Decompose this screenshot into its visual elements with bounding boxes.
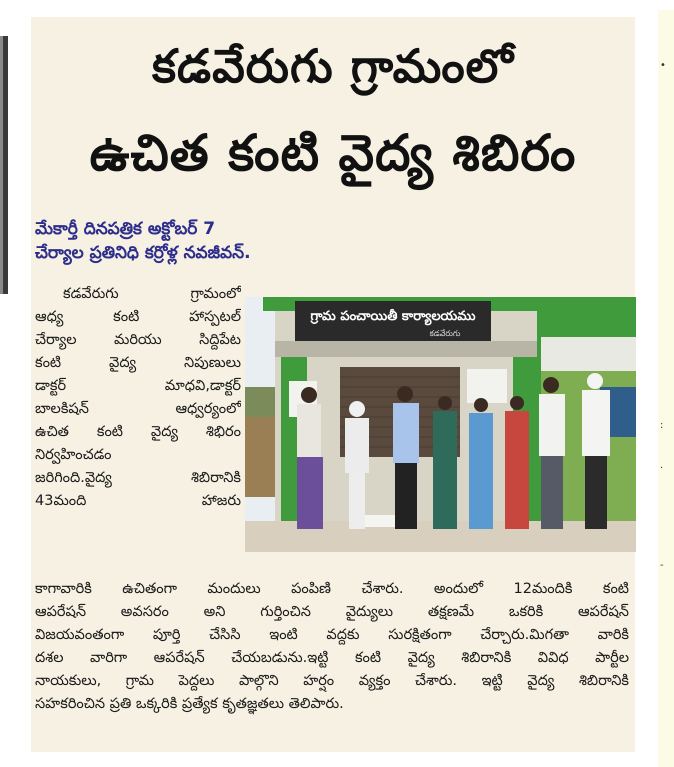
image-edge-highlight: [0, 36, 3, 294]
body-line: డాక్టర్ మాధవి,డాక్టర్: [35, 378, 241, 394]
body-line: విజయవంతంగా పూర్తి చేసిసి ఇంటి వద్దకు సురక్షితంగా చేర్చారు.మిగతా వారికి: [35, 627, 629, 643]
previous-article-edge: [0, 0, 27, 767]
office-sign-subtext: కడవేరుగు: [429, 329, 461, 338]
next-article-edge: [648, 0, 674, 767]
body-line: ఆధ్య కంటి హాస్పటల్: [35, 309, 241, 325]
body-line: చేర్యాల మరియు సిద్దిపేట: [35, 332, 241, 348]
office-sign-text: గ్రామ పంచాయితీ కార్యాలయము: [310, 309, 476, 324]
headline-line-2: ఉచిత కంటి వైద్య శిబిరం: [89, 124, 577, 182]
edge-glyph: :: [660, 420, 664, 431]
dateline-reporter: చేర్యాల ప్రతినిధి కర్రోళ్ల నవజీవన్.: [35, 243, 251, 263]
news-photo: [245, 297, 636, 552]
body-line: ఆపరేషన్ అవసరం అని గుర్తించిన వైద్యులు తక్షణమే ఒకరికి ఆపరేషన్: [35, 604, 629, 620]
edge-glyph: •: [660, 60, 666, 71]
headline-line-1: కడవేరుగు గ్రామంలో: [152, 39, 514, 93]
body-line: నాయకులు, గ్రామ పెద్దలు పాల్గొని హర్షం వ్యక్తం చేశారు. ఇట్టి వైద్య శిబిరానికి: [35, 673, 629, 689]
adjacent-column: [658, 10, 674, 767]
body-line: బాలకిషన్ ఆధ్వర్యంలో: [35, 401, 241, 417]
body-line: 43మంది హాజరు: [35, 493, 241, 509]
dateline: [35, 217, 251, 265]
body-line: దశల వారిగా ఆపరేషన్ చేయబడును.ఇట్టి కంటి వైద్య శిబిరానికి వివిధ పార్టీల: [35, 650, 629, 666]
body-line: కాగావారికి ఉచితంగా మందులు పంపిణి చేశారు. అందులో 12మందికి కంటి: [35, 581, 629, 597]
edge-glyph: .: [660, 460, 664, 471]
body-line: కడవేరుగు గ్రామంలో: [63, 286, 241, 302]
body-line: ఉచిత కంటి వైద్య శిభిరం: [35, 424, 241, 440]
news-article: [31, 17, 635, 752]
body-line: నిర్వహించడం: [35, 447, 112, 463]
body-line: జరిగింది.వైద్య శిబిరానికి: [35, 470, 241, 486]
camp-group-photo: [245, 297, 636, 552]
dateline-publication: మేకార్తీ దినపత్రిక అక్టోబర్ 7: [35, 219, 216, 239]
edge-glyph: -: [660, 560, 664, 571]
body-line: సహకరించిన ప్రతి ఒక్కరికి ప్రత్యేక కృతజ్ఞతలు తెలిపారు.: [35, 696, 344, 712]
body-line: కంటి వైద్య నిపుణులు: [35, 355, 241, 371]
